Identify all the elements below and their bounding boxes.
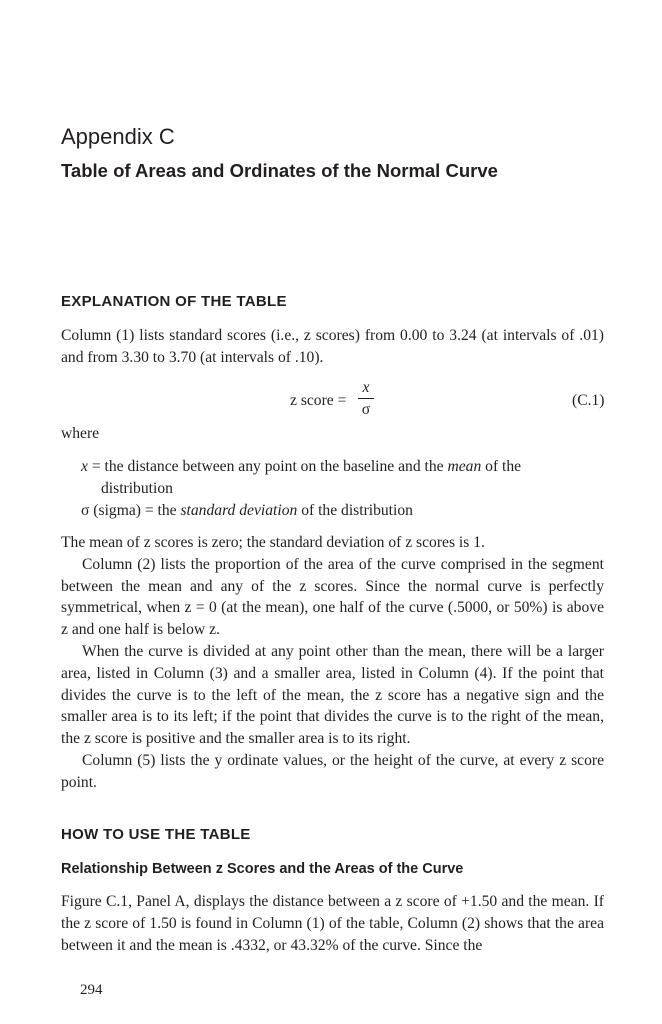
how-to-use-body — [61, 891, 604, 956]
section-heading-explanation: EXPLANATION OF THE TABLE — [61, 293, 287, 310]
subheading-relationship: Relationship Between z Scores and the Areas of the Curve — [61, 861, 464, 877]
equation-number: (C.1) — [572, 392, 605, 409]
section-heading-how-to-use: HOW TO USE THE TABLE — [61, 826, 251, 843]
definition-sigma-symbol: σ — [81, 502, 90, 519]
definition-x-tail: of the — [481, 458, 522, 475]
definition-x-continuation: distribution — [101, 479, 173, 497]
definition-sigma — [81, 500, 601, 522]
definition-x-em: mean — [447, 458, 482, 475]
definition-x-symbol: x — [81, 458, 88, 475]
formula-denominator: σ — [361, 401, 371, 418]
appendix-label: Appendix C — [61, 124, 175, 149]
paragraph-mean: The mean of z scores is zero; the standard deviation of z scores is 1. — [61, 534, 485, 551]
formula-lhs: z score = — [290, 392, 347, 409]
paragraph-column-5: Column (5) lists the y ordinate values, or the height of the curve, at every z score point. — [61, 751, 604, 791]
formula-fraction — [358, 378, 374, 419]
definition-sigma-em: standard deviation — [180, 502, 298, 519]
paragraph-column-2: Column (2) lists the proportion of the area of the curve comprised in the segment between the mean and any of the z scores. Since the normal curve is perfectly symmetrical, when z = 0 (at the mean), one half of the curve (.5000, or 50%) is above z and one half is below z. — [61, 555, 604, 639]
paragraph-figure-c1: Figure C.1, Panel A, displays the distance between a z score of +1.50 and the mean. If the z score of 1.50 is found in Column (1) of the table, Column (2) shows that the area between it and the mean is .4332, or 43.32% of the curve. Since the — [61, 893, 604, 954]
appendix-title: Table of Areas and Ordinates of the Normal Curve — [61, 160, 498, 181]
formula-numerator: x — [362, 379, 370, 396]
definition-sigma-text: (sigma) = the — [89, 502, 181, 519]
explanation-body — [61, 532, 604, 794]
page-number: 294 — [80, 982, 103, 998]
definition-x — [81, 456, 601, 500]
definition-x-text: = the distance between any point on the baseline and the — [87, 458, 448, 475]
paragraph-column-3-4: When the curve is divided at any point other than the mean, there will be a larger area, listed in Column (3) and a smaller area, listed in Column (4). If the point that divides the curve is to the left of the mean, the z score has a negative sign and the smaller area is to its left; if the point that divides the curve is to the right of the mean, the z score is positive and the smaller area is to its right. — [61, 642, 604, 748]
intro-paragraph — [61, 325, 604, 369]
where-label: where — [61, 425, 100, 442]
intro-text: Column (1) lists standard scores (i.e., z scores) from 0.00 to 3.24 (at intervals of .01) and from 3.30 to 3.70 (at intervals of .10). — [61, 327, 604, 366]
definition-sigma-tail: of the distribution — [297, 502, 413, 519]
